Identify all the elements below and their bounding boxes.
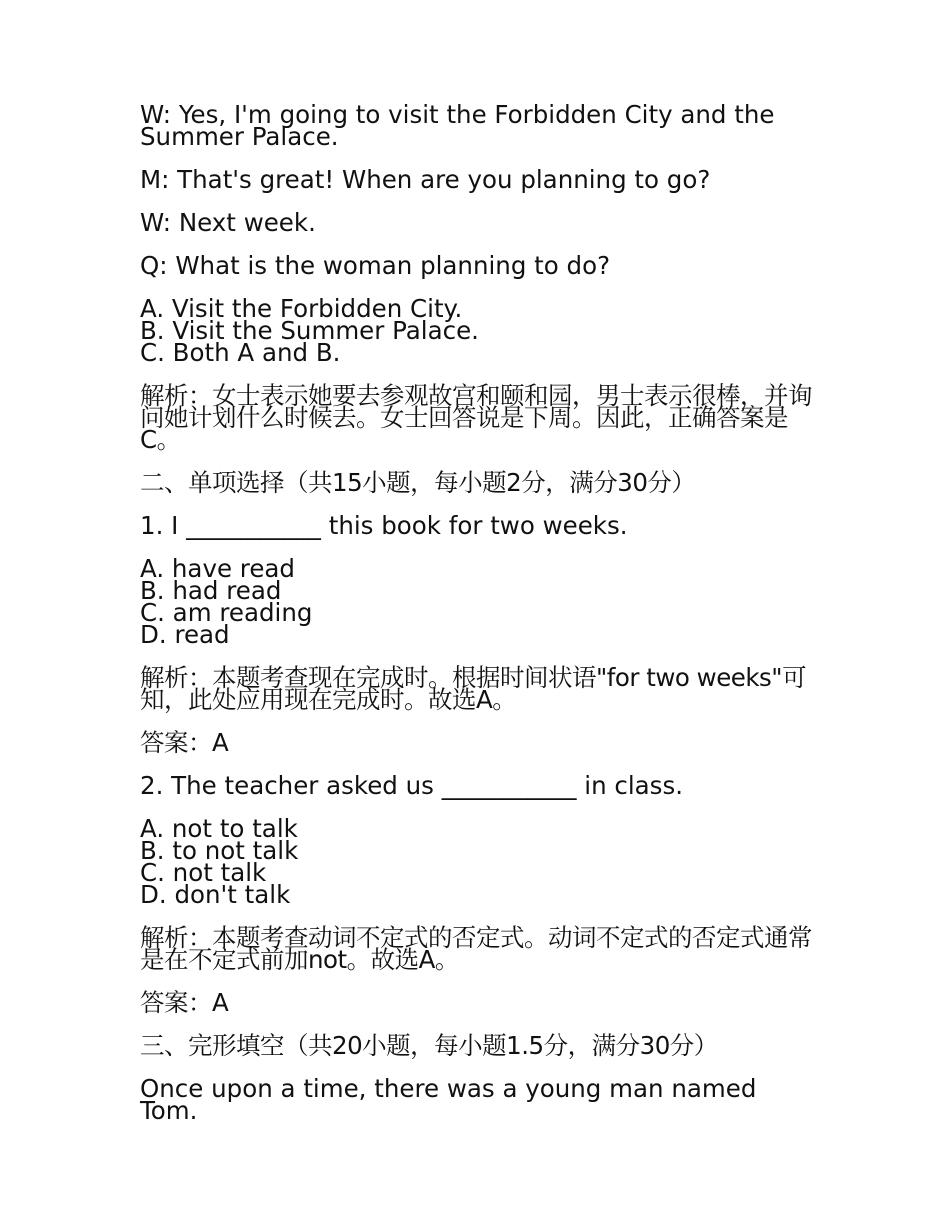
q1-option-b: B. had read — [140, 576, 282, 605]
dialogue-options — [140, 294, 820, 367]
q1-stem: 1. I ___________ this book for two weeks. — [140, 511, 628, 540]
dialogue-question: Q: What is the woman planning to do? — [140, 251, 611, 280]
dialogue-line-m1: M: That's great! When are you planning to go? — [140, 165, 711, 194]
option-a: A. Visit the Forbidden City. — [140, 294, 463, 323]
dialogue-line-w1: W: Yes, I'm going to visit the Forbidden City and the Summer Palace. — [140, 100, 775, 151]
q2-option-d: D. don't talk — [140, 880, 291, 909]
q2-stem: 2. The teacher asked us ___________ in class. — [140, 771, 683, 800]
q2-option-b: B. to not talk — [140, 836, 299, 865]
q1-answer: 答案：A — [140, 728, 229, 757]
q2-option-c: C. not talk — [140, 858, 267, 887]
q1-options — [140, 554, 820, 649]
document-page — [140, 100, 820, 1143]
q1-option-d: D. read — [140, 620, 230, 649]
q2-analysis: 解析：本题考查动词不定式的否定式。动词不定式的否定式通常是在不定式前加not。故选A。 — [140, 923, 812, 974]
q2-answer: 答案：A — [140, 988, 229, 1017]
q1-option-c: C. am reading — [140, 598, 313, 627]
dialogue-line-w2: W: Next week. — [140, 208, 316, 237]
q1-option-a: A. have read — [140, 554, 295, 583]
section3-heading: 三、完形填空（共20小题，每小题1.5分，满分30分） — [140, 1031, 718, 1060]
q2-option-a: A. not to talk — [140, 814, 298, 843]
q1-analysis: 解析：本题考查现在完成时。根据时间状语"for two weeks"可知，此处应用现在完成时。故选A。 — [140, 663, 807, 714]
q2-options — [140, 814, 820, 909]
option-b: B. Visit the Summer Palace. — [140, 316, 479, 345]
passage-start: Once upon a time, there was a young man named Tom. — [140, 1074, 757, 1125]
dialogue-analysis: 解析：女士表示她要去参观故宫和颐和园，男士表示很棒，并询问她计划什么时候去。女士回答说是下周。因此，正确答案是C。 — [140, 381, 812, 454]
section2-heading: 二、单项选择（共15小题，每小题2分，满分30分） — [140, 468, 696, 497]
option-c: C. Both A and B. — [140, 338, 341, 367]
